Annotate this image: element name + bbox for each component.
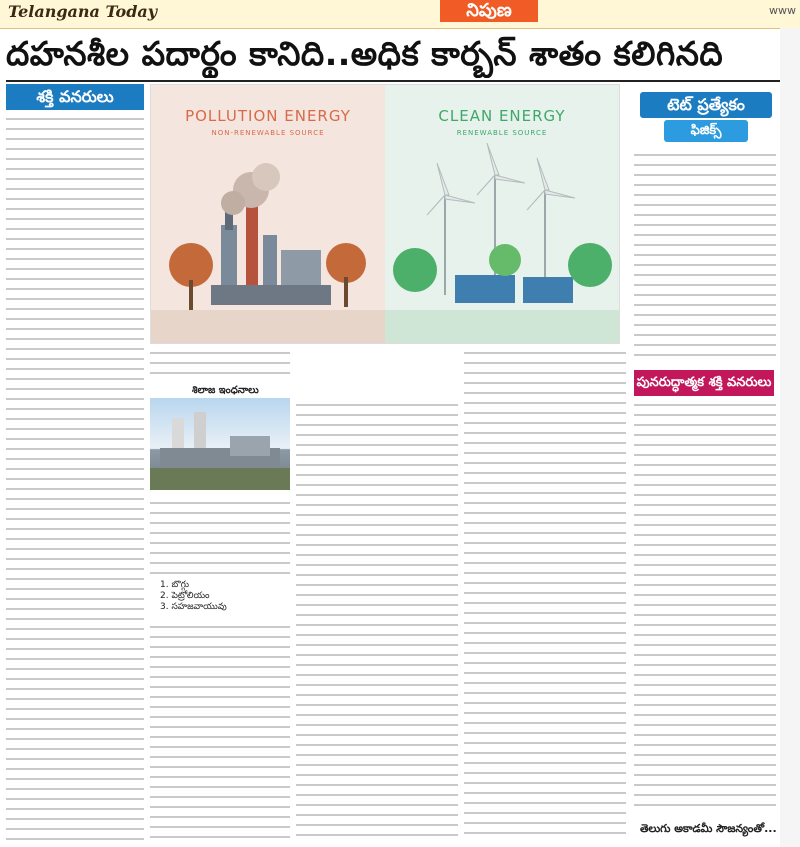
center-article-text-bottom	[150, 620, 290, 838]
right-article-text-2	[634, 398, 776, 810]
section-tag: నిపుణ	[440, 0, 538, 22]
center-article-text-1	[296, 398, 458, 838]
right-subheading: ఫిజిక్స్	[664, 120, 748, 142]
clean-energy-title: CLEAN ENERGY	[438, 107, 566, 125]
headline-rule	[6, 80, 796, 82]
power-plant-photo	[150, 398, 290, 490]
center-article-text-top	[150, 346, 290, 378]
page-edge-strip	[780, 28, 800, 847]
clean-energy-subtitle: RENEWABLE SOURCE	[456, 129, 548, 137]
page-headline: దహనశీల పదార్థం కానిది..అధిక కార్బన్ శాతం కలిగినది	[6, 34, 724, 73]
masthead-url: www	[769, 4, 796, 17]
list-item: 1. బొగ్గు	[160, 580, 189, 590]
center-article-text-2	[464, 346, 626, 838]
right-article-text-1	[634, 148, 776, 364]
pollution-energy-subtitle: NON-RENEWABLE SOURCE	[211, 129, 325, 137]
center-article-text-lower	[150, 496, 290, 576]
renewable-section-heading: పునరుద్ధాత్మక శక్తి వనరులు	[634, 370, 774, 396]
left-article-text	[6, 112, 144, 842]
left-section-heading: శక్తి వనరులు	[6, 84, 144, 110]
credit-line: తెలుగు అకాడమీ సౌజన్యంతో...	[640, 822, 777, 835]
list-item: 3. సహజవాయువు	[160, 602, 227, 612]
fossil-fuels-heading: శిలాజ ఇంధనాలు	[192, 385, 259, 396]
pollution-energy-title: POLLUTION ENERGY	[185, 107, 351, 125]
energy-illustration	[150, 84, 620, 344]
list-item: 2. పెట్రోలియం	[160, 591, 210, 601]
masthead	[0, 0, 800, 29]
right-section-heading: టెట్ ప్రత్యేకం	[640, 92, 772, 118]
power-plant-image	[150, 398, 290, 490]
masthead-title: Telangana Today	[8, 2, 158, 21]
fossil-list	[160, 580, 227, 613]
